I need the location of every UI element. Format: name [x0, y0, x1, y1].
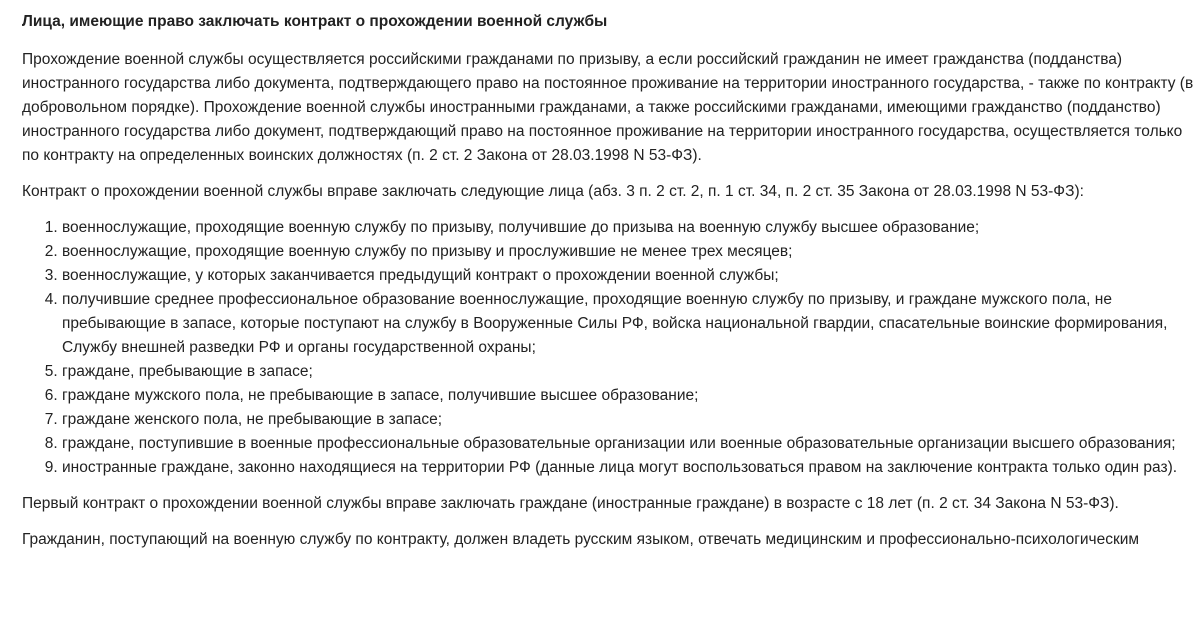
section-heading: Лица, имеющие право заключать контракт о прохождении военной службы: [22, 13, 608, 30]
paragraph-age: Первый контракт о прохождении военной службы вправе заключать граждане (иностранные граждане) в возрасте с 18 лет (п. 2 ст. 34 Закона N 53-ФЗ).: [22, 495, 1119, 512]
eligible-persons-list: [22, 216, 1198, 480]
list-item: 9. иностранные граждане, законно находящиеся на территории РФ (данные лица могут воспользоваться правом на заключение контракта только один раз).: [62, 456, 1198, 480]
list-item: 4. получившие среднее профессиональное образование военнослужащие, проходящие военную службу по призыву, и граждане мужского пола, не пребывающие в запасе, которые поступают на службу в Вооруженные Силы РФ, войска национальной гвардии, спасательные воинские формирования, Службу внешней разведки РФ и органы государственной охраны;: [62, 288, 1198, 360]
list-item: 8. граждане, поступившие в военные профессиональные образовательные организации или военные образовательные организации высшего образования;: [62, 432, 1198, 456]
list-item: 7. граждане женского пола, не пребывающие в запасе;: [62, 408, 1198, 432]
list-item: 2. военнослужащие, проходящие военную службу по призыву и прослужившие не менее трех месяцев;: [62, 240, 1198, 264]
paragraph-intro: Прохождение военной службы осуществляется российскими гражданами по призыву, а если российский гражданин не имеет гражданства (подданства) иностранного государства либо документа, подтверждающего право на постоянное проживание на территории иностранного государства, - также по контракту (в добровольном порядке). Прохождение военной службы иностранными гражданами, а также российскими гражданами, имеющими гражданство (подданство) иностранного государства либо документ, подтверждающий право на постоянное проживание на территории иностранного государства, осуществляется только по контракту на определенных воинских должностях (п. 2 ст. 2 Закона от 28.03.1998 N 53-ФЗ).: [22, 51, 1194, 164]
list-item: 1. военнослужащие, проходящие военную службу по призыву, получившие до призыва на военную службу высшее образование;: [62, 216, 1198, 240]
list-item: 5. граждане, пребывающие в запасе;: [62, 360, 1198, 384]
paragraph-list-intro: Контракт о прохождении военной службы вправе заключать следующие лица (абз. 3 п. 2 ст. 2, п. 1 ст. 34, п. 2 ст. 35 Закона от 28.03.1998 N 53-ФЗ):: [22, 183, 1084, 200]
paragraph-requirements: Гражданин, поступающий на военную службу по контракту, должен владеть русским языком, отвечать медицинским и профессионально-психологическим: [22, 531, 1140, 548]
list-item: 6. граждане мужского пола, не пребывающие в запасе, получившие высшее образование;: [62, 384, 1198, 408]
list-item: 3. военнослужащие, у которых заканчивается предыдущий контракт о прохождении военной службы;: [62, 264, 1198, 288]
